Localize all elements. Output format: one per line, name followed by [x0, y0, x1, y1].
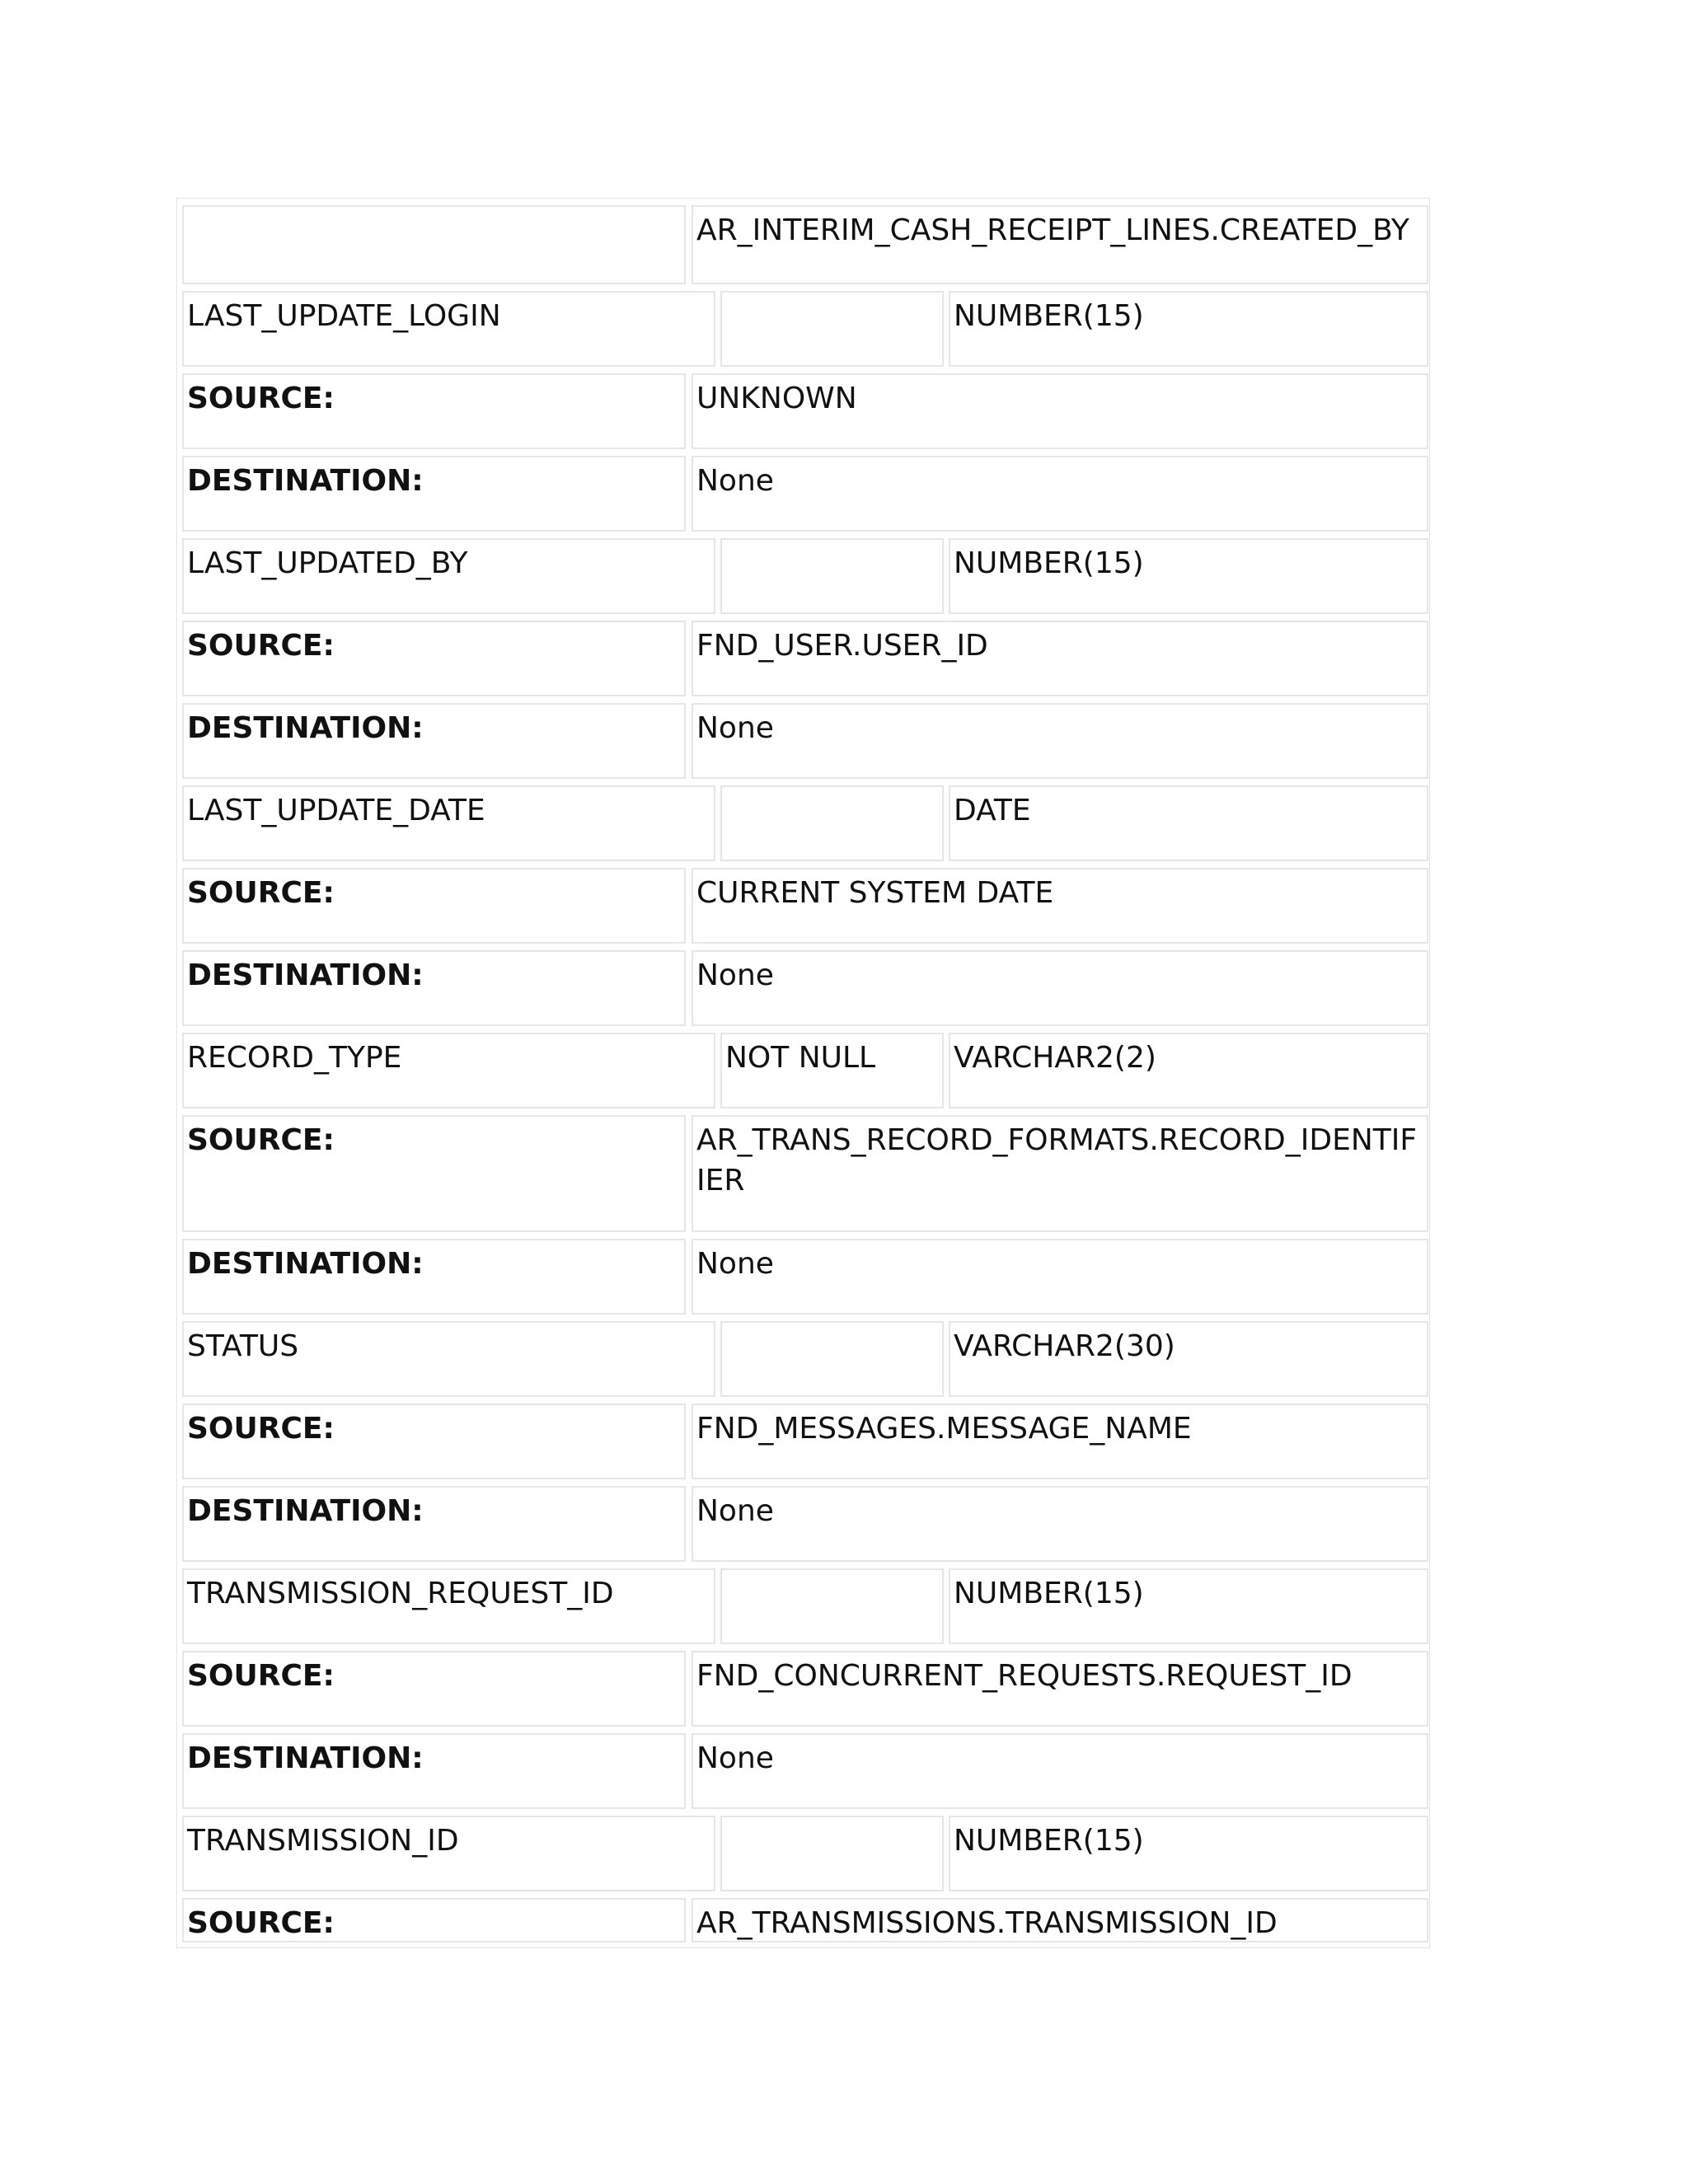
source-value: FND_MESSAGES.MESSAGE_NAME: [692, 1404, 1428, 1479]
source-label: SOURCE:: [182, 1898, 686, 1943]
column-nullability: [720, 1321, 944, 1397]
column-datatype: VARCHAR2(2): [949, 1033, 1428, 1108]
table-row: [177, 1479, 1429, 1562]
row-label: [182, 205, 686, 284]
column-nullability: [720, 785, 944, 861]
source-label: SOURCE:: [182, 1404, 686, 1479]
column-name: LAST_UPDATE_LOGIN: [182, 291, 715, 367]
source-value: CURRENT SYSTEM DATE: [692, 868, 1428, 944]
source-value: AR_TRANS_RECORD_FORMATS.RECORD_IDENTIFIER: [692, 1115, 1428, 1232]
destination-label: DESTINATION:: [182, 1486, 686, 1562]
table-row: [177, 1891, 1429, 1947]
source-value: AR_TRANSMISSIONS.TRANSMISSION_ID: [692, 1898, 1428, 1943]
destination-value: None: [692, 456, 1428, 532]
column-nullability: [720, 291, 944, 367]
destination-label: DESTINATION:: [182, 1733, 686, 1809]
destination-label: DESTINATION:: [182, 1239, 686, 1315]
source-label: SOURCE:: [182, 868, 686, 944]
table-row: [177, 696, 1429, 779]
destination-value: None: [692, 1486, 1428, 1562]
column-name: TRANSMISSION_REQUEST_ID: [182, 1568, 715, 1644]
source-value: FND_CONCURRENT_REQUESTS.REQUEST_ID: [692, 1651, 1428, 1727]
table-row: [177, 284, 1429, 367]
source-value: UNKNOWN: [692, 373, 1428, 449]
destination-value: None: [692, 703, 1428, 779]
table-row: [177, 1809, 1429, 1891]
destination-label: DESTINATION:: [182, 703, 686, 779]
column-nullability: [720, 1816, 944, 1891]
column-definition-table: [176, 198, 1430, 1948]
destination-value: None: [692, 950, 1428, 1026]
source-label: SOURCE:: [182, 373, 686, 449]
column-nullability: NOT NULL: [720, 1033, 944, 1108]
destination-value: None: [692, 1239, 1428, 1315]
table-row: [177, 449, 1429, 532]
source-label: SOURCE:: [182, 621, 686, 696]
table-row: [177, 1232, 1429, 1315]
source-label: SOURCE:: [182, 1115, 686, 1232]
column-nullability: [720, 1568, 944, 1644]
column-name: TRANSMISSION_ID: [182, 1816, 715, 1891]
column-datatype: NUMBER(15): [949, 1816, 1428, 1891]
column-datatype: DATE: [949, 785, 1428, 861]
table-row: [177, 1397, 1429, 1479]
column-nullability: [720, 538, 944, 614]
table-row: [177, 199, 1429, 284]
table-row: [177, 614, 1429, 696]
column-name: LAST_UPDATED_BY: [182, 538, 715, 614]
column-datatype: NUMBER(15): [949, 291, 1428, 367]
column-name: LAST_UPDATE_DATE: [182, 785, 715, 861]
table-row: [177, 1644, 1429, 1727]
source-value: FND_USER.USER_ID: [692, 621, 1428, 696]
destination-value: None: [692, 1733, 1428, 1809]
table-row: [177, 532, 1429, 614]
source-label: SOURCE:: [182, 1651, 686, 1727]
table-row: [177, 367, 1429, 449]
table-row: [177, 861, 1429, 944]
column-name: STATUS: [182, 1321, 715, 1397]
table-row: [177, 1026, 1429, 1108]
table-row: [177, 944, 1429, 1026]
table-row: [177, 779, 1429, 861]
table-row: [177, 1727, 1429, 1809]
table-row: [177, 1562, 1429, 1644]
table-row: [177, 1315, 1429, 1397]
table-row: [177, 1108, 1429, 1232]
column-datatype: VARCHAR2(30): [949, 1321, 1428, 1397]
row-value: AR_INTERIM_CASH_RECEIPT_LINES.CREATED_BY: [692, 205, 1428, 284]
column-datatype: NUMBER(15): [949, 538, 1428, 614]
destination-label: DESTINATION:: [182, 950, 686, 1026]
column-datatype: NUMBER(15): [949, 1568, 1428, 1644]
destination-label: DESTINATION:: [182, 456, 686, 532]
column-name: RECORD_TYPE: [182, 1033, 715, 1108]
